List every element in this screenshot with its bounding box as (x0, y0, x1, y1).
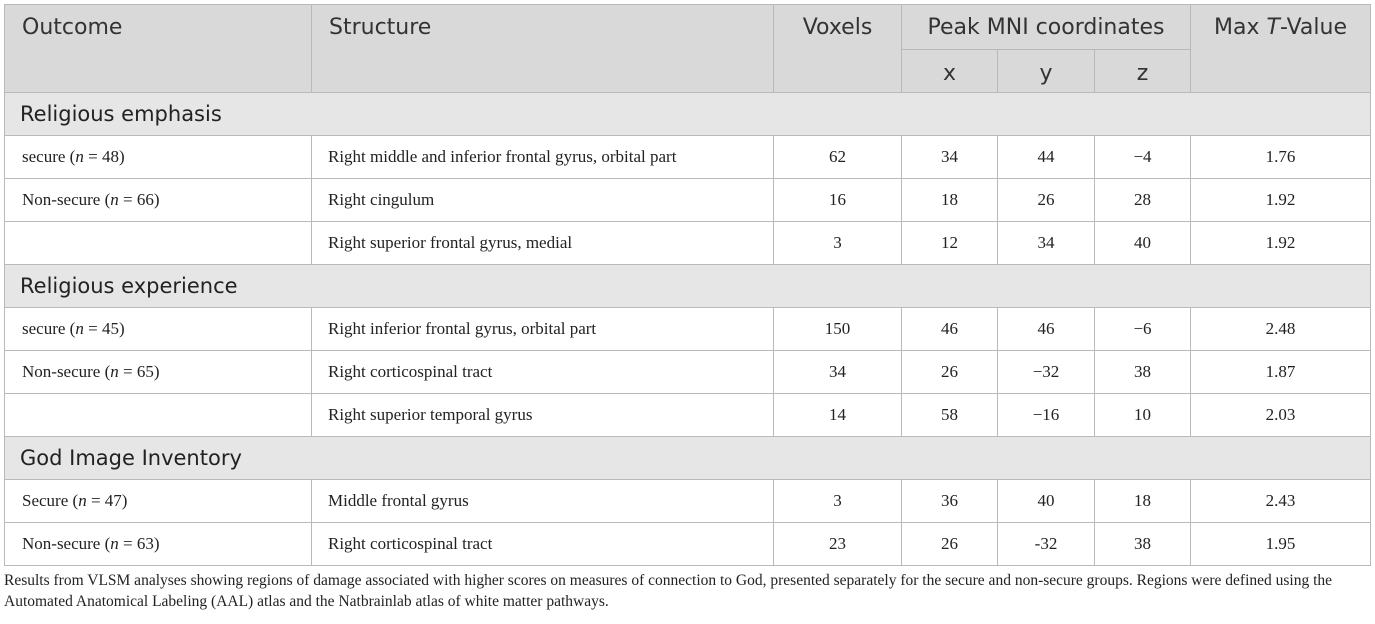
cell-max-t: 2.48 (1191, 308, 1371, 351)
cell-z: −6 (1095, 308, 1191, 351)
table-row (5, 222, 1371, 265)
table-row (5, 480, 1371, 523)
results-table (4, 4, 1371, 566)
table-row (5, 351, 1371, 394)
cell-structure: Right cingulum (312, 179, 774, 222)
cell-outcome (5, 222, 312, 265)
cell-x: 18 (902, 179, 998, 222)
cell-structure: Right superior temporal gyrus (312, 394, 774, 437)
cell-z: 28 (1095, 179, 1191, 222)
cell-voxels: 23 (774, 523, 902, 566)
cell-max-t: 1.76 (1191, 136, 1371, 179)
cell-z: −4 (1095, 136, 1191, 179)
cell-x: 58 (902, 394, 998, 437)
cell-voxels: 150 (774, 308, 902, 351)
cell-x: 26 (902, 351, 998, 394)
table-row (5, 394, 1371, 437)
cell-max-t: 1.95 (1191, 523, 1371, 566)
cell-z: 10 (1095, 394, 1191, 437)
cell-outcome: Secure (n = 47) (5, 480, 312, 523)
section-row (5, 265, 1371, 308)
cell-outcome: Non-secure (n = 66) (5, 179, 312, 222)
cell-structure: Right inferior frontal gyrus, orbital part (312, 308, 774, 351)
section-row (5, 93, 1371, 136)
table-body (5, 93, 1371, 566)
cell-structure: Right corticospinal tract (312, 351, 774, 394)
cell-x: 36 (902, 480, 998, 523)
table-caption: Results from VLSM analyses showing regions of damage associated with higher scores on measures of connection to God, presented separately for the secure and non-secure groups. Regions were defined using the Automated Anatomical Labeling (AAL) atlas and the Natbrainlab atlas of white matter pathways. (4, 572, 1333, 610)
cell-y: 46 (998, 308, 1095, 351)
cell-max-t: 2.03 (1191, 394, 1371, 437)
cell-voxels: 14 (774, 394, 902, 437)
cell-voxels: 16 (774, 179, 902, 222)
cell-voxels: 3 (774, 222, 902, 265)
cell-z: 38 (1095, 351, 1191, 394)
cell-max-t: 2.43 (1191, 480, 1371, 523)
header-x: x (902, 50, 998, 93)
section-row (5, 437, 1371, 480)
cell-x: 34 (902, 136, 998, 179)
cell-y: -32 (998, 523, 1095, 566)
cell-z: 18 (1095, 480, 1191, 523)
table-row (5, 179, 1371, 222)
cell-outcome: Non-secure (n = 63) (5, 523, 312, 566)
cell-y: −16 (998, 394, 1095, 437)
cell-x: 46 (902, 308, 998, 351)
header-peak-mni: Peak MNI coordinates (902, 5, 1191, 50)
cell-voxels: 3 (774, 480, 902, 523)
cell-y: −32 (998, 351, 1095, 394)
header-outcome: Outcome (5, 5, 312, 93)
cell-outcome: secure (n = 45) (5, 308, 312, 351)
cell-y: 26 (998, 179, 1095, 222)
table-row (5, 308, 1371, 351)
section-title: Religious emphasis (5, 93, 1371, 136)
section-title: God Image Inventory (5, 437, 1371, 480)
table-row (5, 523, 1371, 566)
cell-outcome: secure (n = 48) (5, 136, 312, 179)
cell-z: 38 (1095, 523, 1191, 566)
cell-voxels: 34 (774, 351, 902, 394)
header-z: z (1095, 50, 1191, 93)
cell-outcome: Non-secure (n = 65) (5, 351, 312, 394)
cell-max-t: 1.92 (1191, 222, 1371, 265)
cell-max-t: 1.87 (1191, 351, 1371, 394)
header-voxels: Voxels (774, 5, 902, 93)
cell-x: 26 (902, 523, 998, 566)
cell-z: 40 (1095, 222, 1191, 265)
cell-y: 34 (998, 222, 1095, 265)
cell-x: 12 (902, 222, 998, 265)
table-row (5, 136, 1371, 179)
cell-y: 40 (998, 480, 1095, 523)
cell-structure: Right middle and inferior frontal gyrus, orbital part (312, 136, 774, 179)
section-title: Religious experience (5, 265, 1371, 308)
cell-outcome (5, 394, 312, 437)
cell-structure: Middle frontal gyrus (312, 480, 774, 523)
cell-max-t: 1.92 (1191, 179, 1371, 222)
cell-y: 44 (998, 136, 1095, 179)
cell-voxels: 62 (774, 136, 902, 179)
header-max-t: Max T-Value (1191, 5, 1371, 93)
cell-structure: Right corticospinal tract (312, 523, 774, 566)
header-structure: Structure (312, 5, 774, 93)
header-y: y (998, 50, 1095, 93)
cell-structure: Right superior frontal gyrus, medial (312, 222, 774, 265)
